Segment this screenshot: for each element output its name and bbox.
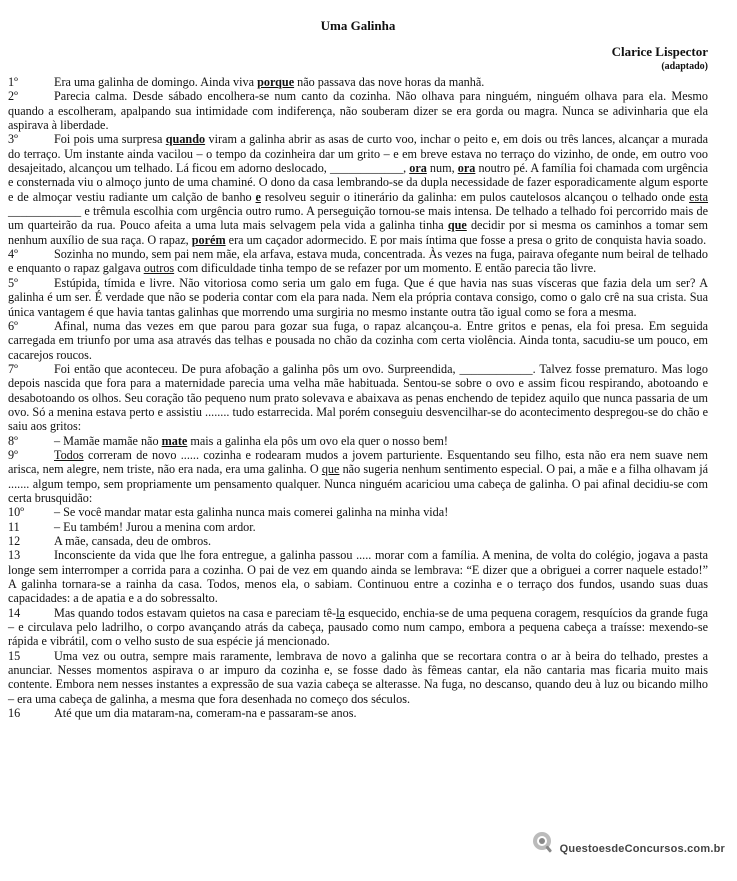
paragraph-9: 9º Todos correram de novo ...... cozinha e rodearam mudos a jovem parturiente. Esquentando seu filho, esta não era nem suave nem arisca, nem alegre, nem triste, não era nada, era uma galinha. O que não sugeria nenhum sentimento especial. O pai, a mãe e a filha olhavam já ....... algum tempo, sem propriamente um pensamento qualquer. Nunca ninguém acariciou uma cabeça de galinha. O pai afinal decidiu-se com certa brusquidão: (8, 447, 708, 505)
author-name: Clarice Lispector (611, 44, 708, 59)
paragraph-7: 7º Foi então que aconteceu. De pura afobação a galinha pôs um ovo. Surpreendida, ____________. Talvez fosse prematuro. Mas logo depois nascida que fora para a maternidade parecia uma velha mãe habituada. Sentou-se sobre o ovo e assim ficou respirando, abotoando e desabotoando os olhos. Seu coração tão pequeno num prato solevava e abaixava as penas enchendo de tepidez aquilo que nunca passaria de um ovo. Só a menina estava perto e assistiu ........ tudo estarrecida. Mal porém conseguiu desvencilhar-se do acontecimento despregou-se do chão e saiu aos gritos: (8, 361, 708, 434)
blank-line: ____________ (8, 204, 82, 219)
blank-line: ____________ (459, 361, 533, 376)
paragraph-6: 6º Afinal, numa das vezes em que parou para gozar sua fuga, o rapaz alcançou-a. Entre gritos e penas, ela foi presa. Em seguida carregada em triunfo por uma asa através das telhas e pousada no chão da cozinha com certa violência. Ainda tonta, sacudiu-se um pouco, em cacarejos roucos. (8, 318, 708, 362)
footer-site-text: QuestoesdeConcursos.com.br (559, 843, 725, 855)
paragraph-2: 2º Parecia calma. Desde sábado encolhera-se num canto da cozinha. Não olhava para ninguém, ninguém olhava para ela. Mesmo quando a escolheram, apalpando sua intimidade com indiferença, não souberam dizer se era gorda ou magra. Nunca se adivinharia que ela aspirava à liberdade. (8, 89, 708, 133)
blank-line: ____________ (329, 161, 404, 176)
paragraph-11: 11 – Eu também! Jurou a menina com ardor. (8, 519, 256, 534)
questoes-logo-icon (530, 829, 556, 855)
paragraph-5: 5º Estúpida, tímida e livre. Não vitoriosa como seria um galo em fuga. Que é que havia nas suas vísceras que fazia dela um ser? A galinha é um ser. É verdade que não se poderia contar com ela para nada. Nem ela própria contava consigo, como o galo crê na sua crista. Sua única vantagem é que havia tantas galinhas que morrendo uma surgiria no mesmo instante outra tão igual como se fora a mesma. (8, 275, 708, 319)
document-page (8, 8, 708, 720)
footer-watermark (530, 829, 725, 855)
paragraph-13: 13 Inconsciente da vida que lhe fora entregue, a galinha passou ..... morar com a família. A menina, de volta do colégio, jogava a pasta longe sem interromper a corrida para a cozinha. O pai de vez em quando ainda se lembrava: “E dizer que a obriguei a correr naquele estado!” A galinha tornara-se a rainha da casa. Todos, menos ela, o sabiam. Continuou entre a cozinha e o terraço dos fundos, usando suas duas capacidades: a de apatia e a do sobressalto. (8, 548, 708, 606)
paragraph-4: 4º Sozinha no mundo, sem pai nem mãe, ela arfava, estava muda, concentrada. Às vezes na fuga, pairava ofegante num beiral de telhado e enquanto o rapaz galgava outros com dificuldade tinha tempo de se refazer por um momento. E então parecia tão livre. (8, 247, 708, 276)
adapted-note: (adaptado) (661, 61, 708, 72)
paragraph-12: 12 A mãe, cansada, deu de ombros. (8, 534, 212, 548)
paragraph-16: 16 Até que um dia mataram-na, comeram-na e passaram-se anos. (8, 706, 357, 721)
story-text (8, 75, 708, 720)
document-title: Uma Galinha (320, 18, 396, 33)
paragraph-15: 15 Uma vez ou outra, sempre mais raramente, lembrava de novo a galinha que se recortara contra o ar à beira do telhado, prestes a anunciar. Nesses momentos aspirava o ar impuro da cozinha e, se fosse dado às fêmeas cantar, ela não cantaria mas ficaria muito mais contente. Embora nem nesses instantes a expressão de sua vazia cabeça se alterasse. Na fuga, no descanso, quando deu à luz ou bicando milho – era uma cabeça de galinha, a mesma que fora desenhada no começo dos séculos. (8, 648, 708, 706)
paragraph-8: 8º – Mamãe mamãe não mate mais a galinha ela pôs um ovo ela quer o nosso bem! (8, 433, 448, 448)
paragraph-14: 14 Mas quando todos estavam quietos na casa e pareciam tê-la esquecido, enchia-se de uma pequena coragem, resquícios da grande fuga – e circulava pelo ladrilho, o corpo avançando atrás da cabeça, pausado como num campo, embora a pequena cabeça a traísse: mexendo-se rápida e vibrátil, com o velho susto de sua espécie já mencionado. (8, 605, 708, 649)
paragraph-1: 1º Era uma galinha de domingo. Ainda viva porque não passava das nove horas da manhã. (8, 75, 485, 89)
paragraph-3: 3º Foi pois uma surpresa quando viram a galinha abrir as asas de curto voo, inchar o peito e, em dois ou três lances, alcançar a murada do terraço. Um instante ainda vacilou – o tempo da cozinheira dar um grito – e em breve estava no terraço do vizinho, de onde, em outro voo desajeitado, alcançou um telhado. Lá ficou em adorno deslocado, ____________, ora num, ora noutro pé. A família foi chamada com urgência e consternada viu o almoço junto de uma chaminé. O dono da casa lembrando-se da dupla necessidade de fazer esporadicamente algum esporte e de almoçar vestiu radiante um calção de banho e resolveu seguir o itinerário da galinha: em pulos cautelosos alcançou o telhado onde esta ____________ e trêmula escolhia com urgência outro rumo. A perseguição tornou-se mais intensa. De telhado a telhado foi percorrido mais de um quarteirão da rua. Pouco afeita a uma luta mais selvagem pela vida a galinha tinha que decidir por si mesma os caminhos a tomar sem nenhum auxílio de sua raça. O rapaz, porém era um caçador adormecido. E por mais íntima que fosse a presa o grito de conquista havia soado. (8, 132, 709, 247)
paragraph-10: 10º – Se você mandar matar esta galinha nunca mais comerei galinha na minha vida! (8, 505, 449, 520)
